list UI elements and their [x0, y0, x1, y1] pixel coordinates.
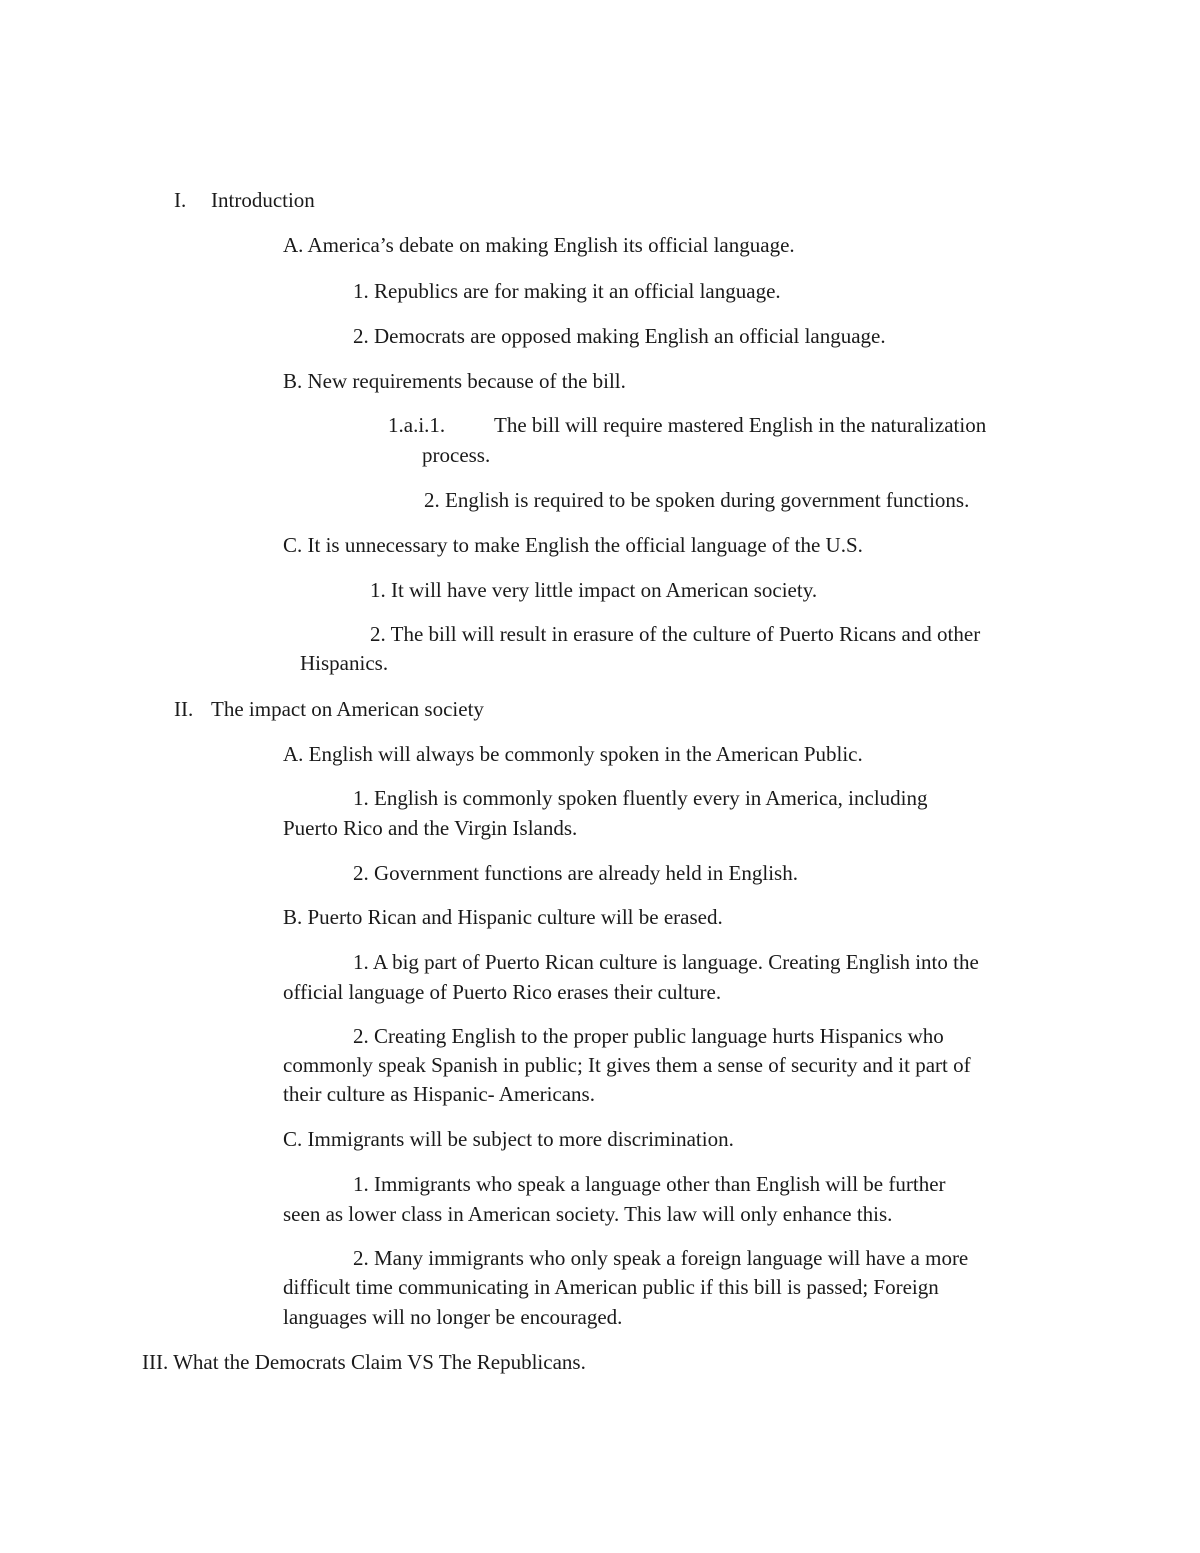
section-2-b-item-1-line-2: official language of Puerto Rico erases their culture.	[283, 980, 722, 1004]
section-2-c: C. Immigrants will be subject to more discrimination.	[283, 1127, 734, 1151]
section-2-b-item-2-line-2: commonly speak Spanish in public; It gives them a sense of security and it part of	[283, 1053, 971, 1077]
section-2-b-item-1-line-1: 1. A big part of Puerto Rican culture is language. Creating English into the	[353, 950, 979, 974]
section-1-c: C. It is unnecessary to make English the official language of the U.S.	[283, 533, 863, 557]
section-1-b-item-1-label: 1.a.i.1.	[388, 413, 446, 437]
section-3-heading: III. What the Democrats Claim VS The Republicans.	[142, 1350, 586, 1374]
section-2-c-item-2-line-3: languages will no longer be encouraged.	[283, 1305, 623, 1329]
section-2-a: A. English will always be commonly spoken in the American Public.	[283, 742, 863, 766]
section-1-b: B. New requirements because of the bill.	[283, 369, 626, 393]
section-1-c-item-2-line-1: 2. The bill will result in erasure of the culture of Puerto Ricans and other	[370, 622, 981, 646]
section-1-a: A. America’s debate on making English its official language.	[283, 233, 795, 257]
section-1-a-item-2: 2. Democrats are opposed making English an official language.	[353, 324, 886, 348]
section-1-b-item-2: 2. English is required to be spoken during government functions.	[424, 488, 970, 512]
section-1-a-item-1: 1. Republics are for making it an official language.	[353, 279, 781, 303]
section-1-b-item-1-line-2: process.	[422, 443, 491, 467]
section-1-numeral: I.	[174, 188, 187, 212]
section-1-c-item-2-line-2: Hispanics.	[300, 651, 389, 675]
section-2-a-item-2: 2. Government functions are already held in English.	[353, 861, 798, 885]
section-2-c-item-2-line-1: 2. Many immigrants who only speak a foreign language will have a more	[353, 1246, 969, 1270]
section-2-c-item-1-line-1: 1. Immigrants who speak a language other than English will be further	[353, 1172, 946, 1196]
section-2-b-item-2-line-1: 2. Creating English to the proper public language hurts Hispanics who	[353, 1024, 944, 1048]
section-2-numeral: II.	[174, 697, 194, 721]
section-2-b-item-2-line-3: their culture as Hispanic- Americans.	[283, 1082, 595, 1106]
section-2-c-item-2-line-2: difficult time communicating in American public if this bill is passed; Foreign	[283, 1275, 939, 1299]
section-2-title: The impact on American society	[211, 697, 484, 721]
section-2-a-item-1-line-1: 1. English is commonly spoken fluently every in America, including	[353, 786, 928, 810]
section-2-b: B. Puerto Rican and Hispanic culture will be erased.	[283, 905, 723, 929]
section-1-title: Introduction	[211, 188, 315, 212]
section-1-c-item-1: 1. It will have very little impact on American society.	[370, 578, 818, 602]
section-2-a-item-1-line-2: Puerto Rico and the Virgin Islands.	[283, 816, 578, 840]
section-2-c-item-1-line-2: seen as lower class in American society. This law will only enhance this.	[283, 1202, 893, 1226]
section-1-b-item-1-line-1: The bill will require mastered English in the naturalization	[494, 413, 987, 437]
